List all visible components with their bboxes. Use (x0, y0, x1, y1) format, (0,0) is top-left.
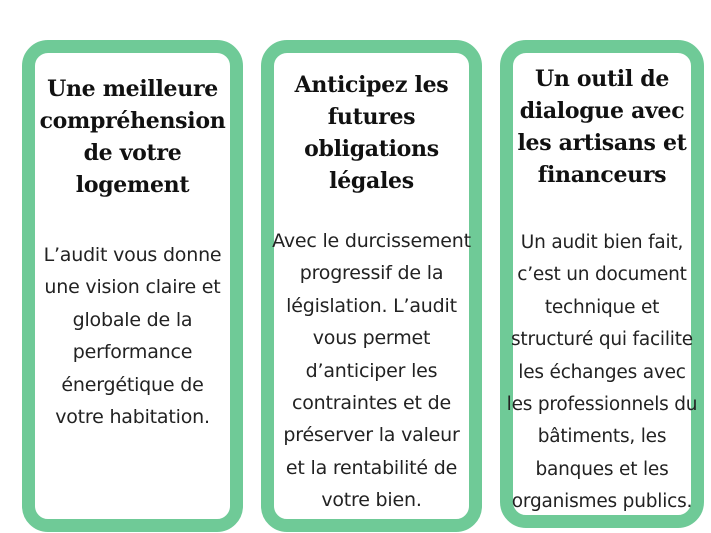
card-body: L’audit vous donne une vision claire et globale de la performance énergétique de votre habitation. (43, 244, 222, 429)
benefit-card-legal-obligations (261, 40, 482, 532)
card-title: Anticipez les futures obligations légales (294, 72, 449, 194)
card-body: Un audit bien fait, c’est un document technique et structuré qui facilite les échanges avec les professionnels du bâtiments, les banques et les organismes publics. (506, 232, 698, 513)
card-body: Avec le durcissement progressif de la législation. L’audit vous permet d’anticiper les contraintes et de préserver la valeur et la rentabilité de votre bien. (272, 230, 471, 512)
benefit-card-dialogue-tool (500, 40, 704, 528)
benefit-card-understanding (22, 40, 243, 532)
card-title: Une meilleure compréhension de votre logement (39, 76, 226, 198)
card-title: Un outil de dialogue avec les artisans et financeurs (517, 66, 687, 188)
